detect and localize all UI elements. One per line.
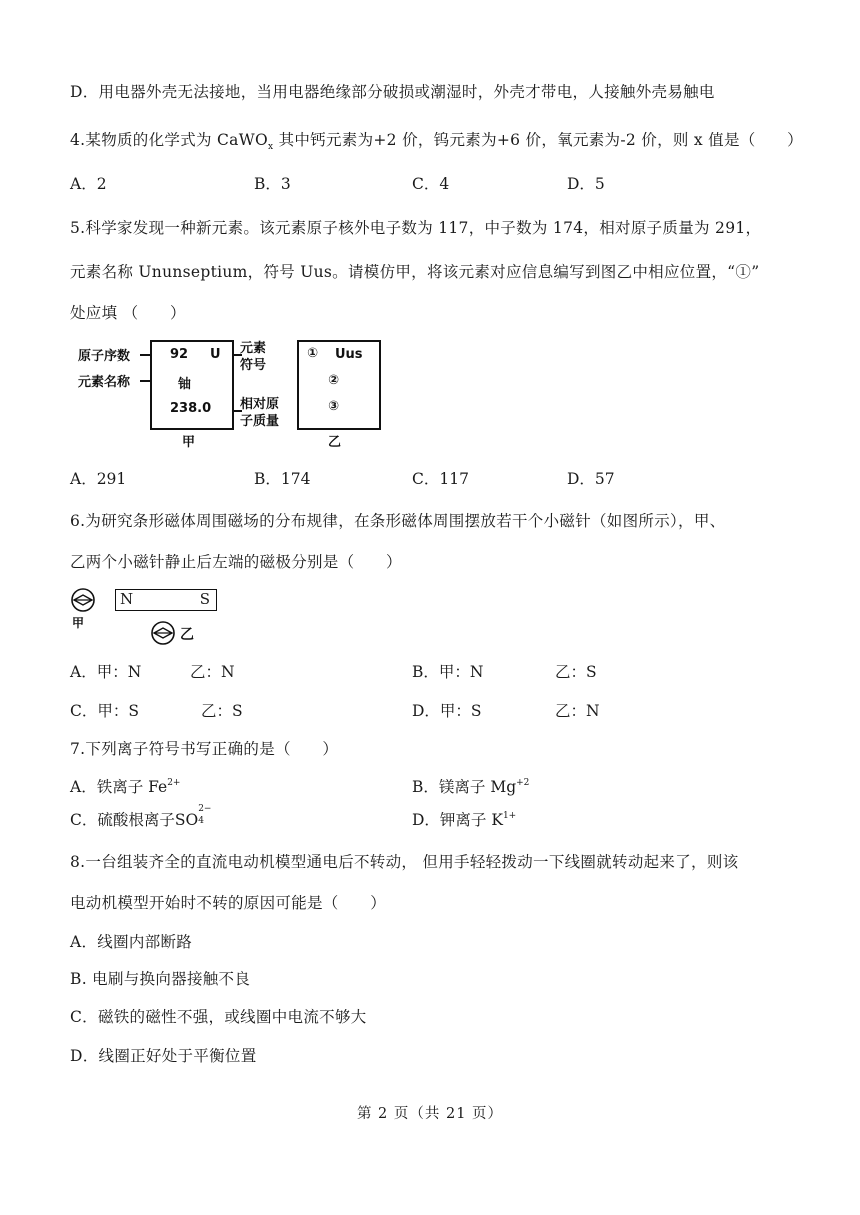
q7-option-c-subscript: 4 [198, 816, 204, 826]
label-symbol-line-2: 符号 [240, 358, 267, 373]
yi-symbol: Uus [335, 347, 363, 362]
q6-option-d-yi: 乙：N [555, 702, 600, 720]
q8-line-1: 8.一台组装齐全的直流电动机模型通电后不转动， 但用手轻轻拨动一下线圈就转动起来了，则该 [70, 853, 739, 871]
jia-mass: 238.0 [170, 401, 212, 416]
q7-option-b-text: B．镁离子 Mg [412, 778, 517, 796]
q6-option-a-jia: A．甲：N [70, 663, 142, 681]
compass-jia-label: 甲 [72, 616, 85, 630]
q7-option-b-charge: +2 [516, 778, 530, 788]
q8-option-d: D．线圈正好处于平衡位置 [70, 1047, 257, 1065]
q6-line-2: 乙两个小磁针静止后左端的磁极分别是（ ） [70, 553, 402, 571]
q6-option-d-jia: D．甲：S [412, 702, 482, 720]
q7-option-a [70, 775, 180, 797]
jia-atomic-number: 92 [170, 347, 189, 362]
bar-magnet [115, 589, 217, 611]
q6-option-b-jia: B．甲：N [412, 663, 484, 681]
element-box-figure [70, 335, 380, 450]
q7-option-a-charge: 2+ [167, 778, 181, 788]
page-footer: 第 2 页（共 21 页） [356, 1106, 504, 1122]
q5-line-1: 5.科学家发现一种新元素。该元素原子核外电子数为 117，中子数为 174，相对原子质量为 291， [70, 219, 762, 237]
compass-yi-icon [150, 620, 176, 646]
q5-line-2: 元素名称 Ununseptium，符号 Uus。请模仿甲，将该元素对应信息编写到图乙中相应位置，“①” [70, 263, 760, 281]
q7-option-d-charge: 1+ [502, 811, 517, 821]
label-element-name: 元素名称 [78, 375, 131, 390]
q4-option-d: D．5 [567, 175, 605, 193]
q5-option-c: C．117 [412, 470, 469, 488]
q8-option-c: C．磁铁的磁性不强，或线圈中电流不够大 [70, 1008, 367, 1026]
label-atomic-number: 原子序数 [78, 349, 131, 364]
yi-circled-2: ② [328, 373, 340, 388]
q8-line-2: 电动机模型开始时不转的原因可能是（ ） [70, 894, 387, 912]
q6-option-b-yi: 乙：S [555, 663, 597, 681]
q3-option-d: D．用电器外壳无法接地，当用电器绝缘部分破损或潮湿时，外壳才带电，人接触外壳易触电 [70, 83, 715, 101]
q5-option-b: B．174 [254, 470, 311, 488]
q6-option-c-yi: 乙：S [201, 702, 243, 720]
tick-atomic-number [140, 354, 150, 356]
q7-option-d-text: D．钾离子 K [412, 811, 503, 829]
q4-option-a: A．2 [70, 175, 107, 193]
q7-option-c-charge: 2− [198, 804, 212, 814]
q7-option-d [412, 808, 516, 830]
q5-option-d: D．57 [567, 470, 615, 488]
yi-circled-3: ③ [328, 399, 340, 414]
q6-line-1: 6.为研究条形磁体周围磁场的分布规律，在条形磁体周围摆放若干个小磁针（如图所示），甲、 [70, 512, 726, 530]
q7-option-c-text: C．硫酸根离子SO [70, 811, 199, 829]
q4-option-b: B．3 [254, 175, 291, 193]
magnet-south-pole: S [199, 590, 210, 608]
q7-stem: 7.下列离子符号书写正确的是（ ） [70, 740, 339, 758]
q8-option-a: A．线圈内部断路 [70, 933, 193, 951]
q4-option-c: C．4 [412, 175, 450, 193]
label-mass-line-2: 子质量 [240, 414, 280, 429]
jia-symbol: U [210, 347, 221, 362]
q4-stem-b: 其中钙元素为+2 价，钨元素为+6 价，氧元素为-2 价，则 x 值是（ ） [273, 131, 803, 149]
q7-option-a-text: A．铁离子 Fe [70, 778, 168, 796]
q8-option-b: B. 电刷与换向器接触不良 [70, 970, 251, 988]
q7-option-c [70, 804, 212, 830]
yi-circled-1: ① [307, 346, 319, 361]
label-symbol-line-1: 元素 [240, 341, 267, 356]
q6-option-c-jia: C．甲：S [70, 702, 139, 720]
compass-jia-icon [70, 587, 96, 613]
q5-option-a: A．291 [70, 470, 127, 488]
q4-stem-a: 4.某物质的化学式为 CaWO [70, 131, 268, 149]
magnet-north-pole: N [120, 590, 134, 608]
tick-element-name [140, 380, 150, 382]
q6-option-a-yi: 乙：N [190, 663, 235, 681]
jia-name: 铀 [178, 377, 192, 392]
compass-yi-label: 乙 [180, 627, 194, 643]
q7-option-b [412, 775, 529, 797]
q4-stem-subscript: x [267, 142, 274, 153]
element-box-jia [150, 340, 234, 430]
caption-yi: 乙 [328, 435, 342, 450]
label-mass-line-1: 相对原 [240, 397, 280, 412]
q4-stem [70, 128, 803, 152]
caption-jia: 甲 [182, 435, 196, 450]
q5-line-3: 处应填 （ ） [70, 304, 186, 322]
